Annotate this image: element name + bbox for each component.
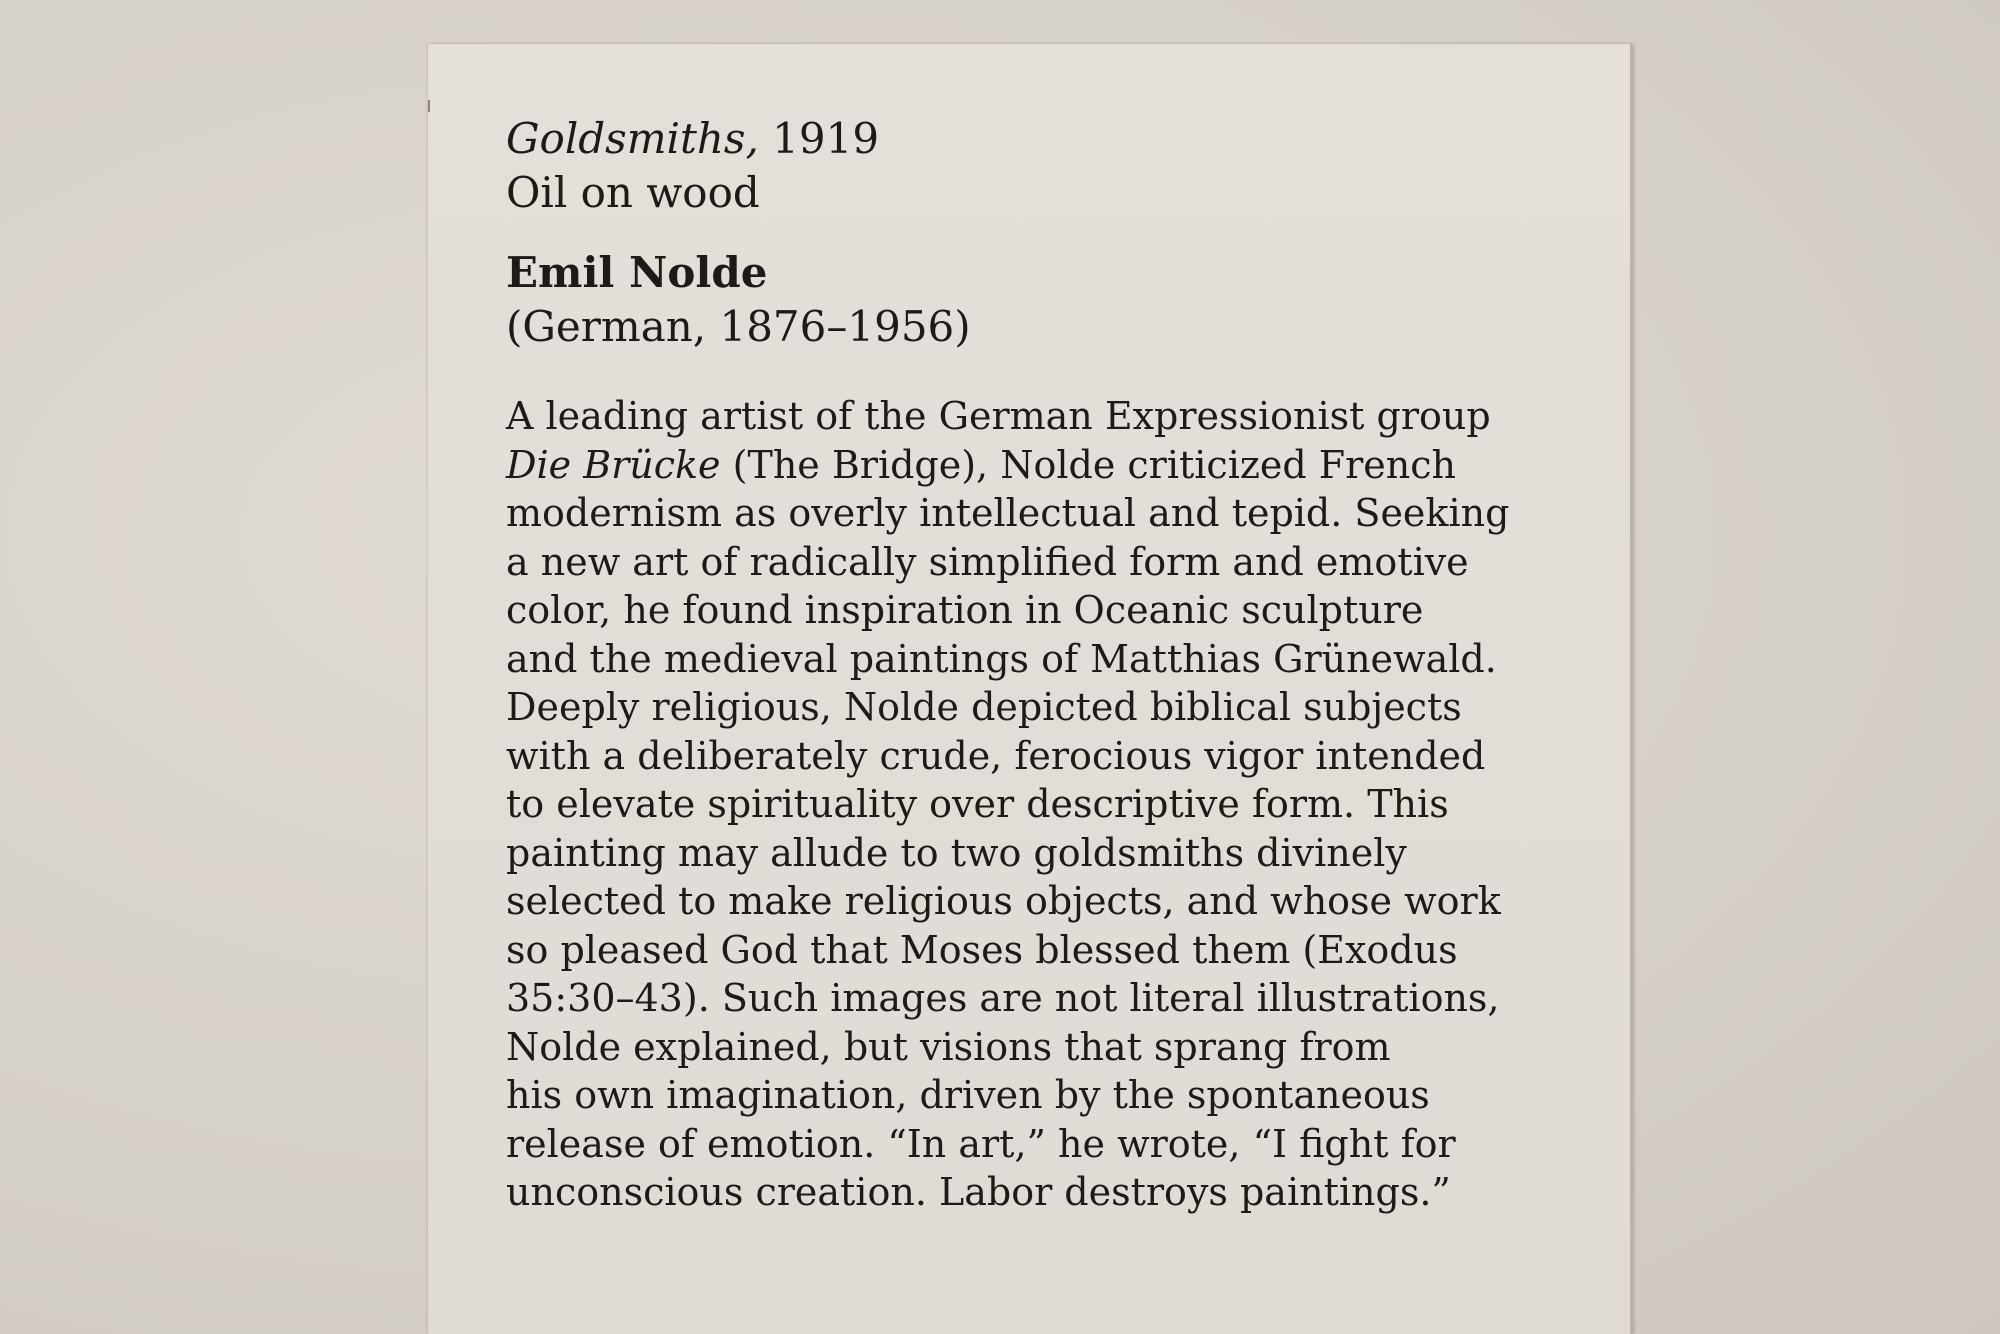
description-text: selected to make religious objects, and whose work <box>506 879 1501 923</box>
description-text: 35:30–43). Such images are not literal illustrations, <box>506 976 1500 1020</box>
description-line <box>506 1023 1586 1072</box>
description-text: release of emotion. “In art,” he wrote, “I fight for <box>506 1121 1456 1166</box>
description-line <box>506 780 1586 829</box>
description-text: unconscious creation. Labor destroys paintings.” <box>506 1170 1451 1214</box>
description-text: A leading artist of the German Expressionist group <box>506 394 1491 438</box>
title-line <box>506 112 1586 166</box>
description-line <box>506 538 1586 587</box>
description-line <box>506 683 1586 732</box>
description-text: so pleased God that Moses blessed them (Exodus <box>506 927 1458 972</box>
description-text: (The Bridge), Nolde criticized French <box>720 442 1457 487</box>
label-description <box>506 392 1586 1217</box>
description-line <box>506 1120 1586 1169</box>
description-text: a new art of radically simplified form and emotive <box>506 539 1469 584</box>
description-text: modernism as overly intellectual and tepid. Seeking <box>506 491 1510 535</box>
artist-nationality-dates: (German, 1876–1956) <box>506 302 971 351</box>
description-text: and the medieval paintings of Matthias Grünewald. <box>506 636 1497 681</box>
work-medium: Oil on wood <box>506 168 760 217</box>
card-edge <box>1630 44 1632 1334</box>
description-italic-text: Die Brücke <box>506 442 721 487</box>
description-line <box>506 974 1586 1023</box>
work-year: 1919 <box>772 114 880 163</box>
description-line <box>506 1168 1586 1217</box>
description-line <box>506 586 1586 635</box>
description-line <box>506 877 1586 926</box>
description-line <box>506 441 1586 490</box>
description-text: painting may allude to two goldsmiths divinely <box>506 830 1407 875</box>
wall-mark <box>428 100 430 112</box>
description-line <box>506 489 1586 538</box>
description-line <box>506 926 1586 975</box>
description-line <box>506 732 1586 781</box>
work-title: Goldsmiths, <box>506 114 759 163</box>
description-line <box>506 829 1586 878</box>
description-text: Deeply religious, Nolde depicted biblical subjects <box>506 685 1462 729</box>
description-line <box>506 1071 1586 1120</box>
artist-name: Emil Nolde <box>506 248 768 297</box>
description-text: his own imagination, driven by the spontaneous <box>506 1073 1430 1117</box>
description-text: Nolde explained, but visions that sprang from <box>506 1024 1391 1069</box>
label-text <box>506 112 1586 1217</box>
description-text: color, he found inspiration in Oceanic sculpture <box>506 588 1424 632</box>
description-line <box>506 392 1586 441</box>
description-text: to elevate spirituality over descriptive form. This <box>506 782 1449 826</box>
description-text: with a deliberately crude, ferocious vigor intended <box>506 733 1486 778</box>
description-line <box>506 635 1586 684</box>
